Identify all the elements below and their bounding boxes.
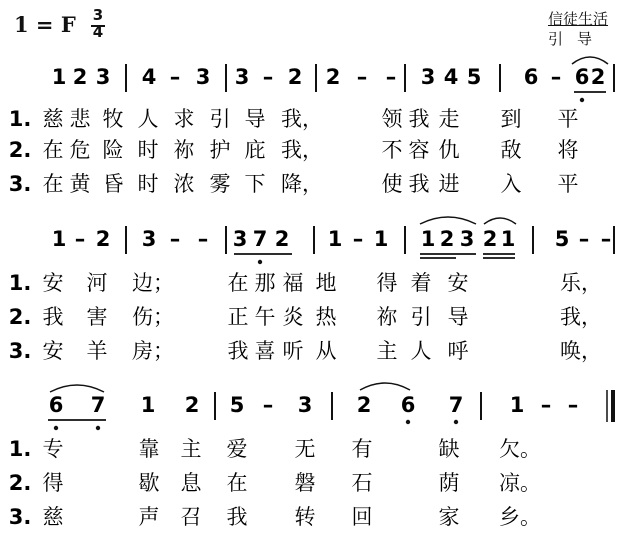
jianpu-note: 2 (590, 65, 606, 89)
lyric-syllable: 昏 (102, 172, 124, 196)
lyric-syllable: 地 (315, 271, 337, 295)
lyric-syllable: 那 (254, 271, 276, 295)
lyric-syllable: 导 (447, 305, 469, 329)
lyric-syllable: 房； (132, 339, 174, 363)
lyric-syllable: 我 (408, 107, 430, 131)
lyric-syllable: 热 (315, 305, 337, 329)
lyric-syllable: 我 (408, 172, 430, 196)
dash-hold: – (262, 65, 274, 89)
verse-number: 3. (8, 505, 32, 529)
jianpu-note: 3 (95, 65, 111, 89)
jianpu-note: 5 (466, 65, 482, 89)
lyric-syllable: 祢 (376, 305, 398, 329)
lyric-syllable: 时 (137, 138, 159, 162)
lyric-syllable: 转 (294, 505, 316, 529)
lyric-syllable: 靠 (138, 437, 160, 461)
jianpu-note: 3 (232, 227, 248, 251)
verse-number: 2. (8, 305, 32, 329)
lyric-syllable: 正 (227, 305, 249, 329)
key-signature: 1 = F (14, 12, 76, 37)
arrangement-credit: 引导 (548, 30, 607, 48)
lyric-syllable: 危 (69, 138, 91, 162)
lyric-syllable: 下 (244, 172, 266, 196)
lyric-syllable: 唤， (560, 339, 602, 363)
jianpu-note: 2 (482, 227, 498, 251)
jianpu-note: 7 (252, 227, 268, 251)
jianpu-note: 1 (500, 227, 516, 251)
lyric-syllable: 庇 (244, 138, 266, 162)
lyric-syllable: 回 (351, 505, 373, 529)
slur-arc (50, 385, 104, 392)
verse-number: 2. (8, 471, 32, 495)
lyric-syllable: 在 (226, 471, 248, 495)
dash-hold: – (540, 393, 552, 417)
lyric-syllable: 在 (227, 271, 249, 295)
lyric-syllable: 炎 (282, 305, 304, 329)
lyric-syllable: 家 (438, 505, 460, 529)
lyric-syllable: 乡。 (499, 505, 541, 529)
lyric-syllable: 专 (42, 437, 64, 461)
verse-number: 1. (8, 437, 32, 461)
time-signature-top: 3 (92, 6, 104, 24)
lyric-syllable: 进 (438, 172, 460, 196)
lyric-syllable: 入 (500, 172, 522, 196)
jianpu-note: 3 (195, 65, 211, 89)
jianpu-note: 6 (48, 393, 64, 417)
lyric-syllable: 从 (315, 339, 337, 363)
lyric-syllable: 时 (137, 172, 159, 196)
lyric-syllable: 安 (447, 271, 469, 295)
lyric-syllable: 走 (438, 107, 460, 131)
lyric-syllable: 雾 (209, 172, 231, 196)
dash-hold: – (600, 227, 612, 251)
lyric-syllable: 害 (86, 305, 108, 329)
lyric-syllable: 人 (410, 339, 432, 363)
lyric-syllable: 求 (173, 107, 195, 131)
lyric-syllable: 凉。 (499, 471, 541, 495)
dash-hold: – (262, 393, 274, 417)
verse-number: 2. (8, 138, 32, 162)
jianpu-note: 3 (420, 65, 436, 89)
lyric-syllable: 边； (132, 271, 174, 295)
lyric-syllable: 使 (381, 172, 403, 196)
lyric-syllable: 乐， (560, 271, 602, 295)
lower-octave-dot (54, 426, 58, 430)
jianpu-note: 1 (373, 227, 389, 251)
lyric-syllable: 得 (42, 471, 64, 495)
lower-octave-dot (580, 98, 584, 102)
dash-hold: – (74, 227, 86, 251)
jianpu-note: 2 (274, 227, 290, 251)
jianpu-note: 3 (234, 65, 250, 89)
jianpu-note: 4 (443, 65, 459, 89)
lyric-syllable: 主 (376, 339, 398, 363)
jianpu-note: 2 (356, 393, 372, 417)
jianpu-note: 1 (51, 65, 67, 89)
lyric-syllable: 我， (560, 305, 602, 329)
jianpu-note: 6 (400, 393, 416, 417)
verse-number: 1. (8, 107, 32, 131)
lyric-syllable: 召 (180, 505, 202, 529)
lyric-syllable: 息 (180, 471, 202, 495)
lyric-syllable: 在 (42, 172, 64, 196)
time-signature-bottom: 4 (92, 23, 104, 41)
dash-hold: – (352, 227, 364, 251)
lyric-syllable: 缺 (438, 437, 460, 461)
jianpu-note: 2 (184, 393, 200, 417)
lyric-syllable: 欠。 (499, 437, 541, 461)
lyric-syllable: 祢 (173, 138, 195, 162)
lyric-syllable: 有 (351, 437, 373, 461)
lyric-syllable: 无 (294, 437, 316, 461)
jianpu-note: 5 (229, 393, 245, 417)
slur-arc (420, 217, 476, 224)
lyric-syllable: 不 (381, 138, 403, 162)
lyric-syllable: 我 (227, 339, 249, 363)
lyric-syllable: 羊 (86, 339, 108, 363)
dash-hold: – (169, 227, 181, 251)
jianpu-note: 4 (141, 65, 157, 89)
dash-hold: – (356, 65, 368, 89)
jianpu-note: 3 (297, 393, 313, 417)
lower-octave-dot (454, 420, 458, 424)
jianpu-note: 5 (554, 227, 570, 251)
lyric-syllable: 我 (226, 505, 248, 529)
lyric-syllable: 领 (381, 107, 403, 131)
jianpu-note: 2 (72, 65, 88, 89)
lyric-syllable: 护 (209, 138, 231, 162)
jianpu-note: 7 (448, 393, 464, 417)
lyric-syllable: 敌 (500, 138, 522, 162)
jianpu-note: 3 (141, 227, 157, 251)
lyric-syllable: 我， (281, 107, 323, 131)
lyric-syllable: 导 (244, 107, 266, 131)
lower-octave-dot (258, 260, 262, 264)
jianpu-note: 2 (325, 65, 341, 89)
verse-number: 3. (8, 339, 32, 363)
lyric-syllable: 慈 (42, 107, 64, 131)
lyric-syllable: 黄 (69, 172, 91, 196)
lyric-syllable: 安 (42, 339, 64, 363)
dash-hold: – (197, 227, 209, 251)
lyric-syllable: 午 (254, 305, 276, 329)
lyric-syllable: 平 (557, 172, 579, 196)
lyric-syllable: 平 (557, 107, 579, 131)
lyric-syllable: 主 (180, 437, 202, 461)
jianpu-note: 3 (459, 227, 475, 251)
dash-hold: – (567, 393, 579, 417)
jianpu-note: 6 (523, 65, 539, 89)
verse-number: 3. (8, 172, 32, 196)
lyric-syllable: 牧 (102, 107, 124, 131)
lyric-syllable: 仇 (438, 138, 460, 162)
lower-octave-dot (96, 426, 100, 430)
jianpu-note: 1 (420, 227, 436, 251)
dash-hold: – (169, 65, 181, 89)
jianpu-note: 7 (90, 393, 106, 417)
lyric-syllable: 引 (410, 305, 432, 329)
lower-octave-dot (406, 420, 410, 424)
slur-arc (572, 57, 608, 64)
jianpu-note: 2 (95, 227, 111, 251)
lyric-syllable: 人 (137, 107, 159, 131)
lyric-syllable: 险 (102, 138, 124, 162)
dash-hold: – (550, 65, 562, 89)
lyric-syllable: 在 (42, 138, 64, 162)
jianpu-note: 1 (509, 393, 525, 417)
lyric-syllable: 河 (86, 271, 108, 295)
lyric-syllable: 荫 (438, 471, 460, 495)
lyric-syllable: 悲 (69, 107, 91, 131)
lyric-syllable: 喜 (254, 339, 276, 363)
lyric-syllable: 歇 (138, 471, 160, 495)
lyric-syllable: 着 (410, 271, 432, 295)
slur-arc (360, 383, 410, 390)
lyric-syllable: 爱 (226, 437, 248, 461)
lyric-syllable: 磐 (294, 471, 316, 495)
lyric-syllable: 呼 (447, 339, 469, 363)
lyric-syllable: 将 (557, 138, 579, 162)
lyric-syllable: 引 (209, 107, 231, 131)
dash-hold: – (385, 65, 397, 89)
lyric-syllable: 到 (500, 107, 522, 131)
lyric-syllable: 福 (282, 271, 304, 295)
lyric-syllable: 得 (376, 271, 398, 295)
lyric-syllable: 听 (282, 339, 304, 363)
verse-number: 1. (8, 271, 32, 295)
slur-arc (484, 218, 516, 224)
lyric-syllable: 我 (42, 305, 64, 329)
lyric-syllable: 石 (351, 471, 373, 495)
lyric-syllable: 声 (138, 505, 160, 529)
lyric-syllable: 伤； (132, 305, 174, 329)
lyric-syllable: 容 (408, 138, 430, 162)
lyrics-credit: 信徒生活 (548, 10, 609, 28)
lyric-syllable: 慈 (42, 505, 64, 529)
jianpu-note: 1 (51, 227, 67, 251)
lyric-syllable: 我， (281, 138, 323, 162)
dash-hold: – (578, 227, 590, 251)
jianpu-note: 6 (574, 65, 590, 89)
jianpu-note: 2 (439, 227, 455, 251)
jianpu-note: 1 (140, 393, 156, 417)
lyric-syllable: 安 (42, 271, 64, 295)
lyric-syllable: 降， (281, 172, 323, 196)
jianpu-note: 2 (287, 65, 303, 89)
jianpu-note: 1 (327, 227, 343, 251)
lyric-syllable: 浓 (173, 172, 195, 196)
